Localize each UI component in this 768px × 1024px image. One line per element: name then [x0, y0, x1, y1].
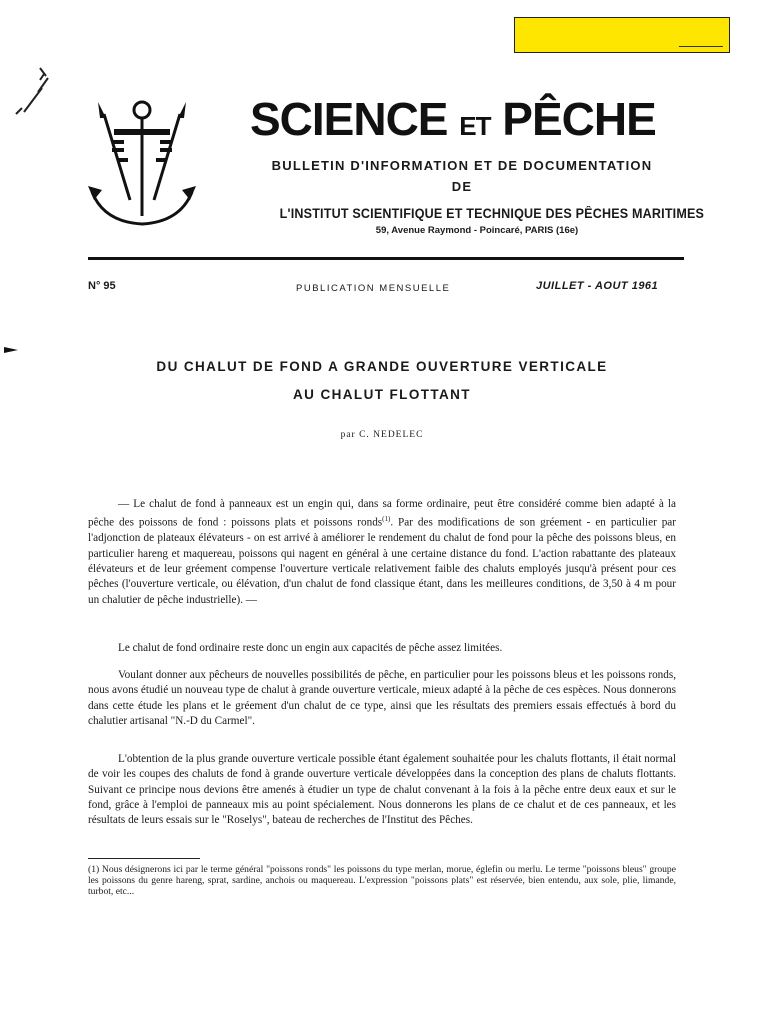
header-rule [88, 257, 684, 260]
institute-address: 59, Avenue Raymond - Poincaré, PARIS (16e) [375, 225, 579, 236]
publication-frequency: PUBLICATION MENSUELLE [296, 283, 451, 294]
anchor-with-harpoons-icon [84, 96, 200, 232]
issue-number: N° 95 [88, 280, 116, 292]
subtitle-line1: BULLETIN D'INFORMATION ET DE DOCUMENTATION [271, 158, 653, 173]
paragraph-1: — Le chalut de fond à panneaux est un engin qui, dans sa forme ordinaire, peut être considéré comme bien adapté à la pêche des poissons de fond : poissons plats et poissons ronds$^{(1)}$. Par des modifications de son gréement - en particulier par l'adjonction de plateaux élévateurs - on est arrivé à améliorer le rendement du chalut de fond pour la pêche des poissons bleus, en particulier hareng et maquereau, poissons qui nagent en général à une certaine distance du fond. L'action rabattante des plateaux élévateurs et de leur gréement compense l'ouverture verticale relativement faible des chaluts employés jusqu'à présent pour ces pêches (l'ouverture verticale, ou élévation, d'un chalut de fond classique étant, dans les meilleures conditions, de 3,50 à 4 m pour un chalutier de pêche industrielle). — [88, 498, 677, 606]
yellow-stamp-box [514, 17, 730, 53]
title-et: ET [459, 111, 491, 141]
margin-arrow-icon [4, 346, 18, 354]
subtitle-line2: DE [451, 179, 473, 194]
masthead-title [250, 92, 674, 146]
paragraph-4: L'obtention de la plus grande ouverture verticale possible étant également souhaitée pour les chaluts flottants, il était normal de voir les coupes des chaluts de fond à grande ouverture verticale développées dans la conception des plans de chaluts flottants. Suivant ce principe nous devions être amenés à étudier un type de chalut convenant à la fois à la pêche entre deux eaux et sur le fond, grâce à l'emploi de panneaux mis au point spécialement. Nous donnerons les plans de ce chalut et de ces panneaux, et les résultats de leurs essais sur le "Roselys", bateau de recherches de l'Institut des Pêches. [88, 753, 676, 827]
article-title-line1: DU CHALUT DE FOND A GRANDE OUVERTURE VERTICALE [156, 359, 608, 374]
title-peche: PÊCHE [502, 93, 656, 145]
institute-name: L'INSTITUT SCIENTIFIQUE ET TECHNIQUE DES PÊCHES MARITIMES [279, 206, 705, 221]
title-science: SCIENCE [250, 93, 448, 145]
paragraph-2: Le chalut de fond ordinaire reste donc un engin aux capacités de pêche assez limitées. [118, 642, 503, 654]
scribble-mark-icon [14, 64, 62, 120]
stamp-underline [679, 46, 723, 47]
issue-date: JUILLET - AOUT 1961 [536, 280, 659, 292]
paragraph-3: Voulant donner aux pêcheurs de nouvelles possibilités de pêche, en particulier pour les poissons bleus et les poissons ronds, nous avons étudié un nouveau type de chalut à grande ouverture verticale, mieux adapté à la pêche de ces espèces. Nous donnerons dans cette étude les plans et le gréement d'un chalut de ce type, ainsi que les résultats des premiers essais effectués à bord du chalutier artisanal "N.-D du Carmel". [88, 669, 676, 727]
masthead-subtitle [250, 155, 674, 197]
footnote: (1) Nous désignerons ici par le terme général "poissons ronds" les poissons du type merlan, morue, églefin ou merlu. Le terme "poissons bleus" groupe les poissons du genre hareng, sprat, sardine, anchois ou maquereau. L'expression "poissons plats" est réservée, bien entendu, aux sole, plie, limande, turbot, etc... [88, 864, 676, 897]
article-author: par C. NEDELEC [340, 430, 424, 440]
article-title-line2: AU CHALUT FLOTTANT [293, 387, 471, 402]
footnote-ref: (1) [382, 515, 391, 524]
footnote-rule [88, 858, 200, 859]
